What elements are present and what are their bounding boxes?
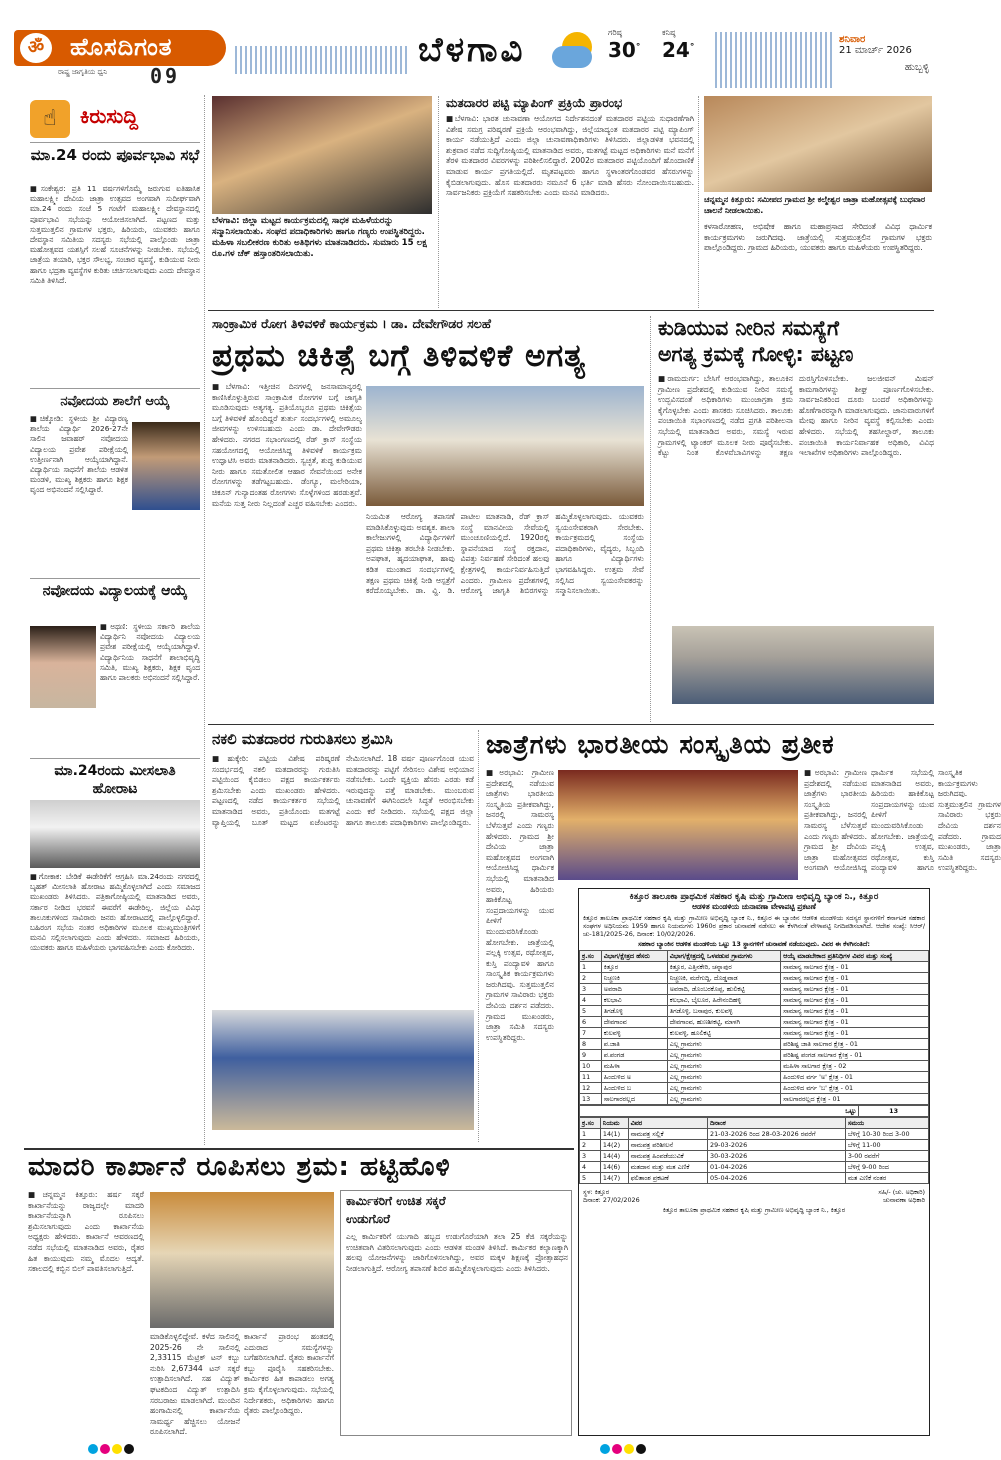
schedule-table-header-cell: ವಿವರ	[628, 1118, 707, 1129]
divider	[30, 758, 200, 759]
constituency-table	[579, 950, 929, 1105]
footer-organisation: ಕಿತ್ತೂರ ತಾಲೂಕಾ ಪ್ರಾಥಮಿಕ ಸಹಕಾರ ಕೃಷಿ ಮತ್ತು ಗ್ರಾಮೀಣ ಅಭಿವೃದ್ಧಿ ಬ್ಯಾಂಕ ನಿ., ಕಿತ್ತೂರ	[662, 1206, 846, 1214]
schedule-table-header-cell: ನಿಯಮ	[600, 1118, 628, 1129]
constituency-table-row	[580, 1028, 929, 1039]
temple-caption: ಚನ್ನಮ್ಮನ ಕಿತ್ತೂರು: ಸಮೀಪದ ಗ್ರಾಮದ ಶ್ರೀ ಕಲ್ಮೇಶ್ವರ ಜಾತ್ರಾ ಮಹೋತ್ಸವಕ್ಕೆ ಬುಧವಾರ ಚಾಲನೆ ನೀಡಲಾಯಿತು.	[704, 195, 926, 215]
constituency-table-cell: ಎಲ್ಲ ಗ್ರಾಮಗಳು	[667, 1083, 780, 1094]
constituency-table-row	[580, 1006, 929, 1017]
workers-headline-line-2: ಉಡುಗೊರೆ	[346, 1212, 391, 1226]
schedule-table-cell: 14(2)	[600, 1140, 628, 1151]
constituency-table-cell: ಹಿಂದುಳಿದ ಬ	[601, 1083, 667, 1094]
constituency-table-cell: ನಿಚ್ಚಣಕಿ, ಮರೆಗುದ್ದಿ, ದೊಡ್ಡವಾಡ	[667, 973, 780, 984]
footer-place: ಸ್ಥಳ: ಕಿತ್ತೂರ	[583, 1188, 610, 1196]
fake-voters-headline: ನಕಲಿ ಮತದಾರರ ಗುರುತಿಸಲು ಶ್ರಮಿಸಿ	[212, 730, 393, 748]
constituency-table-cell: ಸಾಮಾನ್ಯ ಸಾಲಗಾರ ಕ್ಷೇತ್ರ - 01	[781, 973, 929, 984]
constituency-table-row	[580, 962, 929, 973]
divider	[30, 388, 200, 389]
temple-text: ಕಳಸಾರೋಹಣ, ಅಭಿಷೇಕ ಹಾಗೂ ಮಹಾಪ್ರಸಾದ ಸೇರಿದಂತೆ ವಿವಿಧ ಧಾರ್ಮಿಕ ಕಾರ್ಯಕ್ರಮಗಳು ಜರುಗಿದವು. ಜಾತ್ರೆಯಲ್ಲಿ ಸುತ್ತಮುತ್ತಲಿನ ಗ್ರಾಮಗಳ ಭಕ್ತರು ಪಾಲ್ಗೊಂಡಿದ್ದರು. ಗ್ರಾಮದ ಹಿರಿಯರು, ಯುವಕರು ಹಾಗೂ ಮಹಿಳೆಯರು ಉಪಸ್ಥಿತರಿದ್ದರು.	[704, 222, 932, 253]
health-kicker: ಸಾಂಕ್ರಾಮಿಕ ರೋಗ ತಿಳಿವಳಿಕೆ ಕಾರ್ಯಕ್ರಮ । ಡಾ. ದೇವೇಗೌಡರ ಸಲಹೆ	[212, 316, 492, 331]
student-photo	[30, 626, 96, 708]
constituency-table-cell: ಎಲ್ಲ ಗ್ರಾಮಗಳು	[667, 1039, 780, 1050]
schedule-table-cell: 2	[580, 1140, 601, 1151]
registration-mark-cyan	[600, 1444, 610, 1454]
brief-3-headline: ನವೋದಯ ವಿದ್ಯಾಲಯಕ್ಕೆ ಆಯ್ಕೆ	[42, 583, 188, 599]
schedule-table-cell: ಬೆಳಿಗ್ಗೆ 10-30 ರಿಂದ 3-00	[845, 1129, 928, 1140]
schedule-table-cell: ಬೆಳಿಗ್ಗೆ 9-00 ರಿಂದ	[845, 1162, 928, 1173]
constituency-table-cell: ಕುಲವಳ್ಳಿ	[601, 1028, 667, 1039]
constituency-table-cell: ಹಿಂದುಳಿದ ವರ್ಗ 'ಅ' ಕ್ಷೇತ್ರ - 01	[781, 1072, 929, 1083]
schedule-table-cell: 3-00 ರವರೆಗೆ	[845, 1151, 928, 1162]
divider	[208, 724, 934, 725]
schedule-table-cell: ಮತದಾನ ಮತ್ತು ಮತ ಎಣಿಕೆ	[628, 1162, 707, 1173]
constituency-table-cell: ಪರಿಶಿಷ್ಟ ಜಾತಿ ಸಾಲಗಾರ ಕ್ಷೇತ್ರ - 01	[781, 1039, 929, 1050]
max-temp-label: ಗರಿಷ್ಠ	[608, 28, 622, 37]
constituency-table-cell: ಸಾಮಾನ್ಯ ಸಾಲಗಾರ ಕ್ಷೇತ್ರ - 01	[781, 1006, 929, 1017]
notice-intro: ಕಿತ್ತೂರ ತಾಲೂಕಾ ಪ್ರಾಥಮಿಕ ಸಹಕಾರ ಕೃಷಿ ಮತ್ತು ಗ್ರಾಮೀಣ ಅಭಿವೃದ್ಧಿ ಬ್ಯಾಂಕ ನಿ., ಕಿತ್ತೂರ ಈ ಬ್ಯಾಂಕಿನ ಆಡಳಿತ ಮಂಡಳಿಯ ಸದಸ್ಯರ ಸ್ಥಾನಗಳಿಗೆ ಕರ್ನಾಟಕ ಸಹಕಾರ ಸಂಘಗಳ ಅಧಿನಿಯಮ 1959 ಹಾಗೂ ನಿಯಮಗಳು 1960ರ ಪ್ರಕಾರ ಚುನಾವಣೆ ನಡೆಸಲು ಈ ಕೆಳಗಿನಂತೆ ವೇಳಾಪಟ್ಟಿ ನಿಗದಿಪಡಿಸಲಾಗಿದೆ. ಆದೇಶ ಸಂಖ್ಯೆ: ಸಿಆರ್/ಚು-181/2025-26, ದಿನಾಂಕ: 10/02/2026.	[583, 914, 925, 938]
column-rule	[478, 730, 479, 1142]
schedule-table-cell: 4	[580, 1162, 601, 1173]
constituency-table-header-cell: ಆಯ್ಕೆ ಮಾಡಬೇಕಾದ ಪ್ರತಿನಿಧಿಗಳ ವಿವರ ಮತ್ತು ಸಂಖ್ಯೆ	[781, 951, 929, 962]
constituency-table-cell: ಎಲ್ಲ ಗ್ರಾಮಗಳು	[667, 1061, 780, 1072]
masthead	[0, 0, 945, 92]
party-meeting-photo	[212, 1010, 474, 1130]
factory-text-a: ■ಚನ್ನಮ್ಮನ ಕಿತ್ತೂರು: ಹರ್ಷ ಸಕ್ಕರೆ ಕಾರ್ಖಾನೆಯನ್ನು ರಾಜ್ಯದಲ್ಲೇ ಮಾದರಿ ಕಾರ್ಖಾನೆಯನ್ನಾಗಿ ರೂಪಿಸಲು ಶ್ರಮಿಸಲಾಗುವುದು ಎಂದು ಕಾರ್ಖಾನೆಯ ಅಧ್ಯಕ್ಷರು ಹೇಳಿದರು. ಕಾರ್ಖಾನೆ ಆವರಣದಲ್ಲಿ ನಡೆದ ಸಭೆಯಲ್ಲಿ ಮಾತನಾಡಿದ ಅವರು, ರೈತರ ಹಿತ ಕಾಯುವುದು ನಮ್ಮ ಮೊದಲ ಆದ್ಯತೆ. ಸಕಾಲದಲ್ಲಿ ಕಬ್ಬಿನ ಬಿಲ್ ಪಾವತಿಸಲಾಗುತ್ತಿದೆ.	[28, 1190, 144, 1274]
constituency-table-cell: 4	[580, 995, 602, 1006]
constituency-table-head	[580, 951, 929, 962]
constituency-table-cell: 12	[580, 1083, 602, 1094]
column-rule	[204, 95, 205, 1145]
constituency-table-cell: 3	[580, 984, 602, 995]
constituency-table-row	[580, 1072, 929, 1083]
schedule-table-row	[580, 1129, 929, 1140]
constituency-table-cell: ಹಿಂದುಳಿದ ವರ್ಗ 'ಬ' ಕ್ಷೇತ್ರ - 01	[781, 1083, 929, 1094]
constituency-table-header-cell: ವಿಭಾಗ/ಕ್ಷೇತ್ರದಲ್ಲಿ ಒಳಪಡುವ ಗ್ರಾಮಗಳು	[667, 951, 780, 962]
degree-symbol: °	[635, 42, 641, 53]
temple-photo	[704, 96, 932, 192]
constituency-table-cell: ಕಿತ್ತೂರ, ಎತ್ತಿನಕೇರಿ, ಚನ್ನಾಪುರ	[667, 962, 780, 973]
constituency-table-row	[580, 1083, 929, 1094]
divider	[30, 578, 200, 579]
brief-3-text: ■ಅಥಣಿ: ಸ್ಥಳೀಯ ಸರ್ಕಾರಿ ಶಾಲೆಯ ವಿದ್ಯಾರ್ಥಿನಿ ನವೋದಯ ವಿದ್ಯಾಲಯ ಪ್ರವೇಶ ಪರೀಕ್ಷೆಯಲ್ಲಿ ಆಯ್ಕೆಯಾಗಿದ್ದಾಳೆ. ವಿದ್ಯಾರ್ಥಿನಿಯ ಸಾಧನೆಗೆ ಶಾಲಾಭಿವೃದ್ಧಿ ಸಮಿತಿ, ಮುಖ್ಯ ಶಿಕ್ಷಕರು, ಶಿಕ್ಷಕ ವೃಂದ ಹಾಗೂ ಪಾಲಕರು ಅಭಿನಂದನೆ ಸಲ್ಲಿಸಿದ್ದಾರೆ.	[100, 622, 200, 683]
registration-mark-cyan	[88, 1444, 98, 1454]
divider	[24, 1148, 574, 1150]
water-meeting-photo	[672, 626, 934, 704]
constituency-table-cell: ಪ.ಪಂಗಡ	[601, 1050, 667, 1061]
constituency-table-cell: ಎಲ್ಲ ಗ್ರಾಮಗಳು	[667, 1094, 780, 1105]
schedule-table-cell: 14(1)	[600, 1129, 628, 1140]
notice-footer	[579, 1184, 929, 1204]
min-temp-value: 24	[662, 38, 690, 62]
total-value: 13	[859, 1106, 929, 1117]
voter-mapping-text: ■ಬೆಳಗಾವಿ: ಭಾರತ ಚುನಾವಣಾ ಆಯೋಗದ ನಿರ್ದೇಶನದಂತೆ ಮತದಾರರ ಪಟ್ಟಿಯ ಸುಧಾರಣೆಗಾಗಿ ವಿಶೇಷ ಸಮಗ್ರ ಪರಿಷ್ಕರಣೆ ಪ್ರಕ್ರಿಯೆ ಆರಂಭವಾಗಿದ್ದು, ಜಿಲ್ಲೆಯಾದ್ಯಂತ ಮತದಾರರ ಪಟ್ಟಿ ಮ್ಯಾಪಿಂಗ್ ಕಾರ್ಯ ನಡೆಯುತ್ತಿದೆ ಎಂದು ಜಿಲ್ಲಾ ಚುನಾವಣಾಧಿಕಾರಿಗಳು ತಿಳಿಸಿದರು. ಜಿಲ್ಲಾಡಳಿತ ಭವನದಲ್ಲಿ ಶುಕ್ರವಾರ ನಡೆದ ಸುದ್ದಿಗೋಷ್ಠಿಯಲ್ಲಿ ಮಾತನಾಡಿದ ಅವರು, ಮತಗಟ್ಟೆ ಮಟ್ಟದ ಅಧಿಕಾರಿಗಳು ಮನೆ ಮನೆಗೆ ತೆರಳಿ ಮತದಾರರ ವಿವರಗಳನ್ನು ಪರಿಶೀಲಿಸಲಿದ್ದಾರೆ. 2002ರ ಮತದಾರರ ಪಟ್ಟಿಯೊಂದಿಗೆ ಹೊಂದಾಣಿಕೆ ಮಾಡುವ ಕಾರ್ಯ ಪ್ರಗತಿಯಲ್ಲಿದೆ. ಮೃತಪಟ್ಟವರು ಹಾಗೂ ಸ್ಥಳಾಂತರಗೊಂಡವರ ಹೆಸರುಗಳನ್ನು ಕೈಬಿಡಲಾಗುವುದು. ಹೊಸ ಮತದಾರರು ನಮೂನೆ 6 ಭರ್ತಿ ಮಾಡಿ ಹೆಸರು ನೋಂದಾಯಿಸಬಹುದು. ಸಾರ್ವಜನಿಕರು ಪ್ರಕ್ರಿಯೆಗೆ ಸಹಕರಿಸಬೇಕು ಎಂದು ಮನವಿ ಮಾಡಿದರು.	[446, 114, 694, 198]
schedule-table-cell: 14(7)	[600, 1173, 628, 1184]
constituency-table-cell: ಸಾಮಾನ್ಯ ಸಾಲಗಾರ ಕ್ಷೇತ್ರ - 01	[781, 962, 929, 973]
schedule-table-header-cell: ಕ್ರ.ಸಂ	[580, 1118, 601, 1129]
fake-voters-text: ■ಹುಕ್ಕೇರಿ: ಪಟ್ಟಿಯ ವಿಶೇಷ ಪರಿಷ್ಕರಣೆ ಸಂದರ್ಭದಲ್ಲಿ ನಕಲಿ ಮತದಾರರನ್ನು ಗುರುತಿಸಿ ಪಟ್ಟಿಯಿಂದ ಕೈಬಿಡಲು ಪಕ್ಷದ ಕಾರ್ಯಕರ್ತರು ಶ್ರಮಿಸಬೇಕು ಎಂದು ಮುಖಂಡರು ಹೇಳಿದರು. ಪಟ್ಟಣದಲ್ಲಿ ನಡೆದ ಕಾರ್ಯಕರ್ತರ ಸಭೆಯಲ್ಲಿ ಮಾತನಾಡಿದ ಅವರು, ಪ್ರತಿಯೊಂದು ಮತಗಟ್ಟೆ ವ್ಯಾಪ್ತಿಯಲ್ಲಿ ಬೂತ್ ಮಟ್ಟದ ಏಜೆಂಟರನ್ನು ನೇಮಿಸಲಾಗಿದೆ. 18 ವರ್ಷ ಪೂರ್ಣಗೊಂಡ ಯುವ ಮತದಾರರನ್ನು ಪಟ್ಟಿಗೆ ಸೇರಿಸಲು ವಿಶೇಷ ಅಭಿಯಾನ ನಡೆಸಬೇಕು. ಒಂದೇ ವ್ಯಕ್ತಿಯ ಹೆಸರು ಎರಡು ಕಡೆ ಇರುವುದನ್ನು ಪತ್ತೆ ಮಾಡಬೇಕು. ಮುಂಬರುವ ಚುನಾವಣೆಗೆ ಈಗಿನಿಂದಲೇ ಸಿದ್ಧತೆ ಆರಂಭಿಸಬೇಕು ಎಂದು ಕರೆ ನೀಡಿದರು. ಸಭೆಯಲ್ಲಿ ಪಕ್ಷದ ಜಿಲ್ಲಾ ಹಾಗೂ ತಾಲೂಕು ಪದಾಧಿಕಾರಿಗಳು ಪಾಲ್ಗೊಂಡಿದ್ದರು.	[212, 754, 474, 827]
notice-subtitle: ಆಡಳಿತ ಮಂಡಳಿಯ ಚುನಾವಣಾ ವೇಳಾಪಟ್ಟಿ ಪ್ರಕಟಣೆ	[692, 902, 816, 911]
schedule-table-cell: 1	[580, 1129, 601, 1140]
min-temp-block	[662, 28, 694, 62]
felicitation-photo	[212, 96, 432, 214]
constituency-table-cell: ಕುಲವಳ್ಳಿ, ಹೂಲಿಕಟ್ಟಿ	[667, 1028, 780, 1039]
divider	[30, 142, 200, 143]
schedule-table-cell: 3	[580, 1151, 601, 1162]
constituency-table-cell: 8	[580, 1039, 602, 1050]
schedule-table-cell: 21-03-2026 ರಿಂದ 28-03-2026 ರವರೆಗೆ	[708, 1129, 846, 1140]
constituency-table-cell: ಸಾಮಾನ್ಯ ಸಾಲಗಾರ ಕ್ಷೇತ್ರ - 01	[781, 984, 929, 995]
constituency-table-cell: ಅವರಾದಿ	[601, 984, 667, 995]
registration-mark-black	[636, 1444, 646, 1454]
constituency-table-cell: ದೇವಗಾಂವ, ಹುಣಶೀಕಟ್ಟಿ, ಮಾಳಗಿ	[667, 1017, 780, 1028]
cloud-icon	[552, 46, 592, 68]
schedule-table-cell: ಫಲಿತಾಂಶ ಪ್ರಕಟಣೆ	[628, 1173, 707, 1184]
constituency-table-row	[580, 973, 929, 984]
constituency-table-cell: ಕಲಭಾವಿ	[601, 995, 667, 1006]
workers-text: ಎಲ್ಲ ಕಾರ್ಮಿಕರಿಗೆ ಯುಗಾದಿ ಹಬ್ಬದ ಉಡುಗೊರೆಯಾಗಿ ತಲಾ 25 ಕೆಜಿ ಸಕ್ಕರೆಯನ್ನು ಉಚಿತವಾಗಿ ವಿತರಿಸಲಾಗುವುದು ಎಂದು ಆಡಳಿತ ಮಂಡಳಿ ತಿಳಿಸಿದೆ. ಕಾರ್ಮಿಕರ ಕಲ್ಯಾಣಕ್ಕಾಗಿ ಹಲವು ಯೋಜನೆಗಳನ್ನು ಜಾರಿಗೊಳಿಸಲಾಗಿದ್ದು, ಅವರ ಮಕ್ಕಳ ಶಿಕ್ಷಣಕ್ಕೆ ಪ್ರೋತ್ಸಾಹಧನ ನೀಡಲಾಗುತ್ತಿದೆ. ಆರೋಗ್ಯ ತಪಾಸಣೆ ಶಿಬಿರ ಹಮ್ಮಿಕೊಳ್ಳಲಾಗುವುದು ಎಂದು ತಿಳಿಸಿದರು.	[346, 1232, 568, 1273]
max-temp-block	[608, 28, 640, 62]
constituency-table-row	[580, 1017, 929, 1028]
masthead-stripes-right	[712, 32, 832, 88]
health-text-a: ■ಬೆಳಗಾವಿ: ಇತ್ತೀಚಿನ ದಿನಗಳಲ್ಲಿ ಜನಸಾಮಾನ್ಯರಲ್ಲಿ ಕಾಣಿಸಿಕೊಳ್ಳುತ್ತಿರುವ ಸಾಂಕ್ರಾಮಿಕ ರೋಗಗಳ ಬಗ್ಗೆ ಜಾಗೃತಿ ಮೂಡಿಸುವುದು ಅತ್ಯಗತ್ಯ. ಪ್ರತಿಯೊಬ್ಬರೂ ಪ್ರಥಮ ಚಿಕಿತ್ಸೆಯ ಬಗ್ಗೆ ತಿಳಿವಳಿಕೆ ಹೊಂದಿದ್ದರೆ ತುರ್ತು ಸಂದರ್ಭಗಳಲ್ಲಿ ಅಮೂಲ್ಯ ಜೀವಗಳನ್ನು ಉಳಿಸಬಹುದು ಎಂದು ಡಾ. ದೇವೇಗೌಡರು ಹೇಳಿದರು. ನಗರದ ಸಭಾಂಗಣದಲ್ಲಿ ರೆಡ್ ಕ್ರಾಸ್ ಸಂಸ್ಥೆಯ ಸಹಯೋಗದಲ್ಲಿ ಆಯೋಜಿಸಿದ್ದ ತಿಳಿವಳಿಕೆ ಕಾರ್ಯಕ್ರಮ ಉದ್ಘಾಟಿಸಿ ಅವರು ಮಾತನಾಡಿದರು. ಸ್ವಚ್ಛತೆ, ಶುದ್ಧ ಕುಡಿಯುವ ನೀರು ಹಾಗೂ ಸಮತೋಲಿತ ಆಹಾರ ಸೇವನೆಯಿಂದ ಅನೇಕ ರೋಗಗಳನ್ನು ತಡೆಗಟ್ಟಬಹುದು. ಡೆಂಗ್ಯೂ, ಮಲೇರಿಯಾ, ಚಿಕೂನ್ ಗುನ್ಯಾದಂತಹ ರೋಗಗಳು ಸೊಳ್ಳೆಗಳಿಂದ ಹರಡುತ್ತವೆ. ಮನೆಯ ಸುತ್ತ ನೀರು ನಿಲ್ಲದಂತೆ ಎಚ್ಚರ ವಹಿಸಬೇಕು ಎಂದರು.	[212, 382, 362, 508]
constituency-table-header-cell: ಕ್ರ.ಸಂ	[580, 951, 602, 962]
constituency-table-cell: ಪರಿಶಿಷ್ಟ ಪಂಗಡ ಸಾಲಗಾರ ಕ್ಷೇತ್ರ - 01	[781, 1050, 929, 1061]
paper-tagline: ರಾಷ್ಟ್ರ ಜಾಗೃತಿಯ ಧ್ವನಿ	[58, 68, 108, 76]
meeting-photo	[30, 800, 200, 868]
bank-election-notice	[578, 888, 930, 1436]
schedule-table-cell: 5	[580, 1173, 601, 1184]
health-text-b: ನಿಯಮಿತ ಆರೋಗ್ಯ ತಪಾಸಣೆ ಮಾಡಿಸಿಕೊಳ್ಳುವುದು ಅವಶ್ಯಕ. ಶಾಲಾ ಕಾಲೇಜುಗಳಲ್ಲಿ ವಿದ್ಯಾರ್ಥಿಗಳಿಗೆ ಪ್ರಥಮ ಚಿಕಿತ್ಸಾ ತರಬೇತಿ ನೀಡಬೇಕು. ಅಪಘಾತ, ಹೃದಯಾಘಾತ, ಹಾವು ಕಡಿತ ಮುಂತಾದ ಸಂದರ್ಭಗಳಲ್ಲಿ ತಕ್ಷಣ ಪ್ರಥಮ ಚಿಕಿತ್ಸೆ ನೀಡಿ ಆಸ್ಪತ್ರೆಗೆ ಕರೆದೊಯ್ಯಬೇಕು. ಡಾ. ವ್ಹಿ. ಡಿ. ಪಾಟೀಲ ಮಾತನಾಡಿ, ರೆಡ್ ಕ್ರಾಸ್ ಸಂಸ್ಥೆ ಮಾನವೀಯ ಸೇವೆಯಲ್ಲಿ ಮುಂಚೂಣಿಯಲ್ಲಿದೆ. 1920ರಲ್ಲಿ ಸ್ಥಾಪನೆಯಾದ ಸಂಸ್ಥೆ ರಕ್ತದಾನ, ವಿಪತ್ತು ನಿರ್ವಹಣೆ ಸೇರಿದಂತೆ ಹಲವು ಕ್ಷೇತ್ರಗಳಲ್ಲಿ ಕಾರ್ಯನಿರ್ವಹಿಸುತ್ತಿದೆ ಎಂದರು. ಗ್ರಾಮೀಣ ಪ್ರದೇಶಗಳಲ್ಲಿ ಆರೋಗ್ಯ ಜಾಗೃತಿ ಶಿಬಿರಗಳನ್ನು ಹಮ್ಮಿಕೊಳ್ಳಲಾಗುವುದು. ಯುವಕರು ಸ್ವಯಂಸೇವಕರಾಗಿ ಸೇರಬೇಕು. ಕಾರ್ಯಕ್ರಮದಲ್ಲಿ ಸಂಸ್ಥೆಯ ಪದಾಧಿಕಾರಿಗಳು, ವೈದ್ಯರು, ಸಿಬ್ಬಂದಿ ಹಾಗೂ ವಿದ್ಯಾರ್ಥಿಗಳು ಭಾಗವಹಿಸಿದ್ದರು. ಉತ್ತಮ ಸೇವೆ ಸಲ್ಲಿಸಿದ ಸ್ವಯಂಸೇವಕರನ್ನು ಸನ್ಮಾನಿಸಲಾಯಿತು.	[366, 512, 644, 596]
registration-mark-magenta	[612, 1444, 622, 1454]
footer-officer: ಚುನಾವಣಾ ಅಧಿಕಾರಿ	[883, 1196, 925, 1204]
column-rule	[650, 316, 651, 722]
max-temp-value: 30	[608, 38, 636, 62]
footer-signature: ಸಹಿ/- (ಚು. ಅಧಿಕಾರಿ)	[878, 1188, 925, 1196]
masthead-stripes-left	[232, 46, 410, 74]
schedule-table-row	[580, 1173, 929, 1184]
constituency-table-cell: 5	[580, 1006, 602, 1017]
schedule-table-cell: 14(4)	[600, 1151, 628, 1162]
degree-symbol: °	[689, 42, 695, 53]
factory-meeting-photo	[150, 1192, 334, 1328]
brief-1-text: ■ಸಂಕೇಶ್ವರ: ಪ್ರತಿ 11 ವರ್ಷಗಳಿಗೊಮ್ಮೆ ಜರುಗುವ ಐತಿಹಾಸಿಕ ಮಹಾಲಕ್ಷ್ಮೀ ದೇವಿಯ ಜಾತ್ರಾ ಉತ್ಸವದ ಅಂಗವಾಗಿ ಸುದೀರ್ಘವಾಗಿ ಮಾ.24 ರಂದು ಸಂಜೆ 5 ಗಂಟೆಗೆ ಮಹಾಲಕ್ಷ್ಮೀ ದೇವಸ್ಥಾನದಲ್ಲಿ ಪೂರ್ವಭಾವಿ ಸಭೆಯನ್ನು ಆಯೋಜಿಸಲಾಗಿದೆ. ಪಟ್ಟಣದ ಮತ್ತು ಸುತ್ತಮುತ್ತಲಿನ ಗ್ರಾಮಗಳ ಭಕ್ತರು, ಹಿರಿಯರು, ಯುವಕರು ಹಾಗೂ ದೇವಸ್ಥಾನ ಸಮಿತಿಯ ಸದಸ್ಯರು ಸಭೆಯಲ್ಲಿ ಪಾಲ್ಗೊಂಡು ಜಾತ್ರಾ ಮಹೋತ್ಸವದ ಯಶಸ್ಸಿಗೆ ಸಲಹೆ ಸೂಚನೆಗಳನ್ನು ನೀಡಬೇಕು. ಸಭೆಯಲ್ಲಿ ಜಾತ್ರೆಯ ತಯಾರಿ, ಭಕ್ತರ ಸೌಲಭ್ಯ, ಸಂಚಾರ ವ್ಯವಸ್ಥೆ, ಕುಡಿಯುವ ನೀರು ಹಾಗೂ ಭದ್ರತಾ ವ್ಯವಸ್ಥೆಗಳ ಕುರಿತು ಚರ್ಚಿಸಲಾಗುವುದು ಎಂದು ದೇವಸ್ಥಾನ ಸಮಿತಿ ತಿಳಿಸಿದೆ.	[30, 184, 200, 285]
constituency-table-cell: ಕಿತ್ತೂರ	[601, 962, 667, 973]
constituency-table-row	[580, 995, 929, 1006]
water-text: ■ರಾಮದುರ್ಗ: ಬೇಸಿಗೆ ಆರಂಭವಾಗಿದ್ದು, ತಾಲೂಕಿನ ಗ್ರಾಮೀಣ ಪ್ರದೇಶದಲ್ಲಿ ಕುಡಿಯುವ ನೀರಿನ ಸಮಸ್ಯೆ ಉದ್ಭವಿಸದಂತೆ ಅಧಿಕಾರಿಗಳು ಮುಂಜಾಗ್ರತಾ ಕ್ರಮ ಕೈಗೊಳ್ಳಬೇಕು ಎಂದು ಶಾಸಕರು ಸೂಚಿಸಿದರು. ತಾಲೂಕು ಪಂಚಾಯಿತಿ ಸಭಾಂಗಣದಲ್ಲಿ ನಡೆದ ಪ್ರಗತಿ ಪರಿಶೀಲನಾ ಸಭೆಯಲ್ಲಿ ಮಾತನಾಡಿದ ಅವರು, ಸಮಸ್ಯೆ ಇರುವ ಗ್ರಾಮಗಳಲ್ಲಿ ಟ್ಯಾಂಕರ್ ಮೂಲಕ ನೀರು ಪೂರೈಸಬೇಕು. ಕೆಟ್ಟು ನಿಂತ ಕೊಳವೆಬಾವಿಗಳನ್ನು ತಕ್ಷಣ ದುರಸ್ತಿಗೊಳಿಸಬೇಕು. ಜಲಜೀವನ್ ಮಿಷನ್ ಕಾಮಗಾರಿಗಳನ್ನು ಶೀಘ್ರ ಪೂರ್ಣಗೊಳಿಸಬೇಕು. ಸಾರ್ವಜನಿಕರಿಂದ ದೂರು ಬಂದರೆ ಅಧಿಕಾರಿಗಳನ್ನು ಹೊಣೆಗಾರರನ್ನಾಗಿ ಮಾಡಲಾಗುವುದು. ಜಾನುವಾರುಗಳಿಗೆ ಮೇವು ಹಾಗೂ ನೀರಿನ ವ್ಯವಸ್ಥೆ ಕಲ್ಪಿಸಬೇಕು ಎಂದು ಹೇಳಿದರು. ಸಭೆಯಲ್ಲಿ ತಹಸೀಲ್ದಾರ್, ತಾಲೂಕು ಪಂಚಾಯಿತಿ ಕಾರ್ಯನಿರ್ವಾಹಕ ಅಧಿಕಾರಿ, ವಿವಿಧ ಇಲಾಖೆಗಳ ಅಧಿಕಾರಿಗಳು ಪಾಲ್ಗೊಂಡಿದ್ದರು.	[658, 374, 934, 458]
schedule-table-cell: ನಾಮಪತ್ರ ಸಲ್ಲಿಕೆ	[628, 1129, 707, 1140]
fair-text-right: ■ಅರಭಾವಿ: ಗ್ರಾಮೀಣ ಪ್ರದೇಶದಲ್ಲಿ ನಡೆಯುವ ಜಾತ್ರೆಗಳು ಭಾರತೀಯ ಸಂಸ್ಕೃತಿಯ ಪ್ರತೀಕವಾಗಿದ್ದು, ಜನರಲ್ಲಿ ಸಾಮರಸ್ಯ ಬೆಳೆಸುತ್ತವೆ ಎಂದು ಗಣ್ಯರು ಹೇಳಿದರು. ಗ್ರಾಮದ ಶ್ರೀ ದೇವಿಯ ಜಾತ್ರಾ ಮಹೋತ್ಸವದ ಅಂಗವಾಗಿ ಆಯೋಜಿಸಿದ್ದ ಧಾರ್ಮಿಕ ಸಭೆಯಲ್ಲಿ ಮಾತನಾಡಿದ ಅವರು, ಹಿರಿಯರು ಹಾಕಿಕೊಟ್ಟ ಸಂಪ್ರದಾಯಗಳನ್ನು ಯುವ ಪೀಳಿಗೆ ಮುಂದುವರಿಸಿಕೊಂಡು ಹೋಗಬೇಕು. ಜಾತ್ರೆಯಲ್ಲಿ ಪಲ್ಲಕ್ಕಿ ಉತ್ಸವ, ರಥೋತ್ಸವ, ಕುಸ್ತಿ ಪಂದ್ಯಾವಳಿ ಹಾಗೂ ಸಾಂಸ್ಕೃತಿಕ ಕಾರ್ಯಕ್ರಮಗಳು ಜರುಗಿದವು. ಸುತ್ತಮುತ್ತಲಿನ ಗ್ರಾಮಗಳ ಸಾವಿರಾರು ಭಕ್ತರು ದೇವಿಯ ದರ್ಶನ ಪಡೆದರು. ಗ್ರಾಮದ ಮುಖಂಡರು, ಜಾತ್ರಾ ಸಮಿತಿ ಸದಸ್ಯರು ಉಪಸ್ಥಿತರಿದ್ದರು.	[804, 768, 1001, 873]
brief-4-headline: ಮಾ.24ರಂದು ಮೀಸಲಾತಿ ಹೋರಾಟ	[54, 763, 176, 797]
constituency-table-cell: ಪ.ಜಾತಿ	[601, 1039, 667, 1050]
hand-pointing-icon: ☝	[30, 100, 70, 138]
constituency-table-row	[580, 1050, 929, 1061]
registration-mark-yellow	[112, 1444, 122, 1454]
constituency-table-cell: ಅವರಾದಿ, ಡೊಂಬರಕೊಪ್ಪ, ಹುಲಿಕಟ್ಟಿ	[667, 984, 780, 995]
constituency-table-cell: ಸಾಮಾನ್ಯ ಸಾಲಗಾರ ಕ್ಷೇತ್ರ - 01	[781, 1017, 929, 1028]
schedule-table-cell: 01-04-2026	[708, 1162, 846, 1173]
schedule-table-row	[580, 1140, 929, 1151]
constituency-table-cell: 9	[580, 1050, 602, 1061]
city-title: ಬೆಳಗಾವಿ	[418, 30, 526, 70]
constituency-table-cell: 11	[580, 1072, 602, 1083]
constituency-table-cell: ತಿಗಡೊಳ್ಳಿ	[601, 1006, 667, 1017]
brief-4-text: ■ಗೋಕಾಕ: ಬೇಡಿಕೆ ಈಡೇರಿಕೆಗೆ ಆಗ್ರಹಿಸಿ ಮಾ.24ರಂದು ನಗರದಲ್ಲಿ ಬೃಹತ್ ಮೀಸಲಾತಿ ಹೋರಾಟ ಹಮ್ಮಿಕೊಳ್ಳಲಾಗಿದೆ ಎಂದು ಸಮಾಜದ ಮುಖಂಡರು ತಿಳಿಸಿದರು. ಪತ್ರಿಕಾಗೋಷ್ಠಿಯಲ್ಲಿ ಮಾತನಾಡಿದ ಅವರು, ಸರ್ಕಾರ ನೀಡಿದ ಭರವಸೆ ಈವರೆಗೆ ಈಡೇರಿಲ್ಲ. ಜಿಲ್ಲೆಯ ವಿವಿಧ ತಾಲೂಕುಗಳಿಂದ ಸಾವಿರಾರು ಜನರು ಹೋರಾಟದಲ್ಲಿ ಪಾಲ್ಗೊಳ್ಳಲಿದ್ದಾರೆ. ಬಹಿರಂಗ ಸಭೆಯ ನಂತರ ಅಧಿಕಾರಿಗಳ ಮೂಲಕ ಮುಖ್ಯಮಂತ್ರಿಗಳಿಗೆ ಮನವಿ ಸಲ್ಲಿಸಲಾಗುವುದು ಎಂದು ಹೇಳಿದರು. ಸಮಾಜದ ಹಿರಿಯರು, ಯುವಕರು ಹಾಗೂ ಮಹಿಳೆಯರು ಭಾಗವಹಿಸಬೇಕು ಎಂದು ಕೋರಿದರು.	[30, 872, 200, 953]
schedule-table-cell: 05-04-2026	[708, 1173, 846, 1184]
brief-1-headline: ಮಾ.24 ರಂದು ಪೂರ್ವಭಾವಿ ಸಭೆ	[30, 146, 200, 164]
constituency-table-cell: 2	[580, 973, 602, 984]
schedule-table-cell: ನಾಮಪತ್ರ ಪರಿಶೀಲನೆ	[628, 1140, 707, 1151]
constituency-table-row	[580, 1039, 929, 1050]
student-photo	[132, 422, 200, 510]
constituency-table-row	[580, 984, 929, 995]
constituency-table-cell: ಹಿಂದುಳಿದ ಅ	[601, 1072, 667, 1083]
date-box	[835, 32, 933, 75]
voter-mapping-headline: ಮತದಾರರ ಪಟ್ಟಿ ಮ್ಯಾಪಿಂಗ್ ಪ್ರಕ್ರಿಯೆ ಪ್ರಾರಂಭ	[446, 96, 623, 110]
constituency-table-cell: ದೇವಗಾಂವ	[601, 1017, 667, 1028]
brief-2-headline: ನವೋದಯ ಶಾಲೆಗೆ ಆಯ್ಕೆ	[60, 394, 170, 409]
constituency-table-row	[580, 1061, 929, 1072]
constituency-table-cell: ನಿಚ್ಚಣಕಿ	[601, 973, 667, 984]
constituency-table-cell: ಸಾಲಗಾರರಲ್ಲದ ಕ್ಷೇತ್ರ - 01	[781, 1094, 929, 1105]
constituency-table-cell: 10	[580, 1061, 602, 1072]
edition-name: ಹುಬ್ಬಳ್ಳಿ	[904, 62, 929, 73]
schedule-table-cell: 14(6)	[600, 1162, 628, 1173]
fair-headline: ಜಾತ್ರೆಗಳು ಭಾರತೀಯ ಸಂಸ್ಕೃತಿಯ ಪ್ರತೀಕ	[486, 730, 835, 760]
factory-text-b: ಮಾಡಿಕೊಳ್ಳಲಿದ್ದೇವೆ. ಕಳೆದ ಸಾಲಿನಲ್ಲಿ 2025-26 ನೇ ಸಾಲಿನಲ್ಲಿ 2,33115 ಮೆಟ್ರಿಕ್ ಟನ್ ಕಬ್ಬು ನುರಿಸಿ 2,67344 ಟನ್ ಸಕ್ಕರೆ ಉತ್ಪಾದಿಸಲಾಗಿದೆ. ಸಹ ವಿದ್ಯುತ್ ಘಟಕದಿಂದ ವಿದ್ಯುತ್ ಉತ್ಪಾದಿಸಿ ಸರಬರಾಜು ಮಾಡಲಾಗಿದೆ. ಮುಂದಿನ ಹಂಗಾಮಿನಲ್ಲಿ ಕಾರ್ಖಾನೆಯ ಸಾಮರ್ಥ್ಯ ಹೆಚ್ಚಿಸಲು ಯೋಜನೆ ರೂಪಿಸಲಾಗಿದೆ.	[150, 1332, 240, 1437]
schedule-table-row	[580, 1162, 929, 1173]
total-row	[579, 1105, 929, 1117]
constituency-table-header-cell: ವಿಭಾಗ/ಕ್ಷೇತ್ರದ ಹೆಸರು	[601, 951, 667, 962]
constituency-table-cell: ಮಹಿಳಾ	[601, 1061, 667, 1072]
constituency-table-cell: ಎಲ್ಲ ಗ್ರಾಮಗಳು	[667, 1050, 780, 1061]
water-headline-line-2: ಅಗತ್ಯ ಕ್ರಮಕ್ಕೆ ಗೋಳ್ಳಿ: ಪಟ್ಟಣ	[658, 342, 854, 366]
constituency-table-row	[580, 1094, 929, 1105]
weekday: ಶನಿವಾರ	[839, 34, 866, 45]
constituency-table-cell: ತಿಗಡೊಳ್ಳಿ, ಬಸಾಪುರ, ಕುಲವಳ್ಳಿ	[667, 1006, 780, 1017]
issue-date: 21 ಮಾರ್ಚ್ 2026	[839, 45, 912, 56]
registration-mark-yellow	[624, 1444, 634, 1454]
constituency-table-cell: ಸಾಮಾನ್ಯ ಸಾಲಗಾರ ಕ್ಷೇತ್ರ - 01	[781, 1028, 929, 1039]
health-event-photo	[366, 386, 644, 506]
divider	[208, 310, 934, 311]
constituency-table-cell: 13	[580, 1094, 602, 1105]
constituency-table-cell: ಎಲ್ಲ ಗ್ರಾಮಗಳು	[667, 1072, 780, 1083]
registration-mark-magenta	[100, 1444, 110, 1454]
factory-text-c: ಕಾರ್ಖಾನೆ ಪ್ರಾರಂಭ ಹಂತದಲ್ಲಿ ಎದುರಾದ ಸಮಸ್ಯೆಗಳನ್ನು ಬಗೆಹರಿಸಲಾಗಿದೆ. ರೈತರು ಕಾರ್ಖಾನೆಗೆ ಕಬ್ಬು ಪೂರೈಸಿ ಸಹಕರಿಸಬೇಕು. ಕಾರ್ಮಿಕರ ಹಿತ ಕಾಪಾಡಲು ಅಗತ್ಯ ಕ್ರಮ ಕೈಗೊಳ್ಳಲಾಗುವುದು. ಸಭೆಯಲ್ಲಿ ನಿರ್ದೇಶಕರು, ಅಧಿಕಾರಿಗಳು ಹಾಗೂ ರೈತರು ಪಾಲ್ಗೊಂಡಿದ್ದರು.	[244, 1332, 334, 1416]
constituency-table-cell: ಮಹಿಳಾ ಸಾಲಗಾರ ಕ್ಷೇತ್ರ - 02	[781, 1061, 929, 1072]
paper-name: ಹೊಸದಿಗಂತ	[70, 33, 173, 61]
page-number: 09	[150, 64, 181, 88]
constituency-table-cell: 7	[580, 1028, 602, 1039]
schedule-table-cell: ಬೆಳಿಗ್ಗೆ 11-00	[845, 1140, 928, 1151]
column-rule	[438, 96, 439, 308]
schedule-table-cell: ನಾಮಪತ್ರ ಹಿಂಪಡೆಯುವಿಕೆ	[628, 1151, 707, 1162]
total-label: ಒಟ್ಟು	[580, 1106, 859, 1117]
schedule-table-cell: ಮತ ಎಣಿಕೆ ನಂತರ	[845, 1173, 928, 1184]
kirusuddi-title: ಕಿರುಸುದ್ದಿ	[80, 104, 139, 128]
notice-note: ಸಹಕಾರ ಬ್ಯಾಂಕಿನ ಆಡಳಿತ ಮಂಡಳಿಯ ಒಟ್ಟು 13 ಸ್ಥಾನಗಳಿಗೆ ಚುನಾವಣೆ ನಡೆಯುವುದು. ವಿವರ ಈ ಕೆಳಗಿನಂತಿದೆ:	[638, 940, 870, 948]
min-temp-label: ಕನಿಷ್ಠ	[662, 28, 676, 37]
schedule-table-cell: 30-03-2026	[708, 1151, 846, 1162]
schedule-table-header-cell: ಸಮಯ	[845, 1118, 928, 1129]
constituency-table-cell: ಕಲಭಾವಿ, ಬೈಲೂರ, ಹಿರೇನಂದಿಹಳ್ಳಿ	[667, 995, 780, 1006]
registration-mark-black	[124, 1444, 134, 1454]
felicitation-caption: ಬೆಳಗಾವಿ: ಜಿಲ್ಲಾ ಮಟ್ಟದ ಕಾರ್ಯಕ್ರಮದಲ್ಲಿ ಸಾಧಕ ಮಹಿಳೆಯರನ್ನು ಸನ್ಮಾನಿಸಲಾಯಿತು. ಸಂಘದ ಪದಾಧಿಕಾರಿಗಳು ಹಾಗೂ ಗಣ್ಯರು ಉಪಸ್ಥಿತರಿದ್ದರು. ಮಹಿಳಾ ಸಬಲೀಕರಣ ಕುರಿತು ಅತಿಥಿಗಳು ಮಾತನಾಡಿದರು. ಸುಮಾರು 15 ಲಕ್ಷ ರೂ.ಗಳ ಚೆಕ್ ಹಸ್ತಾಂತರಿಸಲಾಯಿತು.	[212, 216, 427, 259]
constituency-table-cell: 1	[580, 962, 602, 973]
schedule-table-row	[580, 1151, 929, 1162]
schedule-table	[579, 1117, 929, 1184]
schedule-table-header-cell: ದಿನಾಂಕ	[708, 1118, 846, 1129]
constituency-table-cell: ಸಾಮಾನ್ಯ ಸಾಲಗಾರ ಕ್ಷೇತ್ರ - 01	[781, 995, 929, 1006]
notice-title: ಕಿತ್ತೂರ ತಾಲೂಕಾ ಪ್ರಾಥಮಿಕ ಸಹಕಾರ ಕೃಷಿ ಮತ್ತು ಗ್ರಾಮೀಣ ಅಭಿವೃದ್ಧಿ ಬ್ಯಾಂಕ ನಿ., ಕಿತ್ತೂರ	[629, 892, 879, 902]
constituency-table-cell: 6	[580, 1017, 602, 1028]
brief-2-text: ■ಚಿಕ್ಕೋಡಿ: ಸ್ಥಳೀಯ ಶ್ರೀ ವಿದ್ಯಾರಣ್ಯ ಶಾಲೆಯ ವಿದ್ಯಾರ್ಥಿ 2026-27ನೇ ಸಾಲಿನ ಜವಾಹರ್ ನವೋದಯ ವಿದ್ಯಾಲಯ ಪ್ರವೇಶ ಪರೀಕ್ಷೆಯಲ್ಲಿ ಉತ್ತೀರ್ಣನಾಗಿ ಆಯ್ಕೆಯಾಗಿದ್ದಾನೆ. ವಿದ್ಯಾರ್ಥಿಯ ಸಾಧನೆಗೆ ಶಾಲೆಯ ಆಡಳಿತ ಮಂಡಳಿ, ಮುಖ್ಯ ಶಿಕ್ಷಕರು ಹಾಗೂ ಶಿಕ್ಷಕ ವೃಂದ ಅಭಿನಂದನೆ ಸಲ್ಲಿಸಿದ್ದಾರೆ.	[30, 414, 128, 495]
workers-headline-line-1: ಕಾರ್ಮಿಕರಿಗೆ ಉಚಿತ ಸಕ್ಕರೆ	[346, 1194, 446, 1208]
schedule-table-cell: 29-03-2026	[708, 1140, 846, 1151]
column-rule	[698, 96, 699, 308]
constituency-table-cell: ಸಾಲಗಾರರಲ್ಲದ	[601, 1094, 667, 1105]
factory-headline: ಮಾದರಿ ಕಾರ್ಖಾನೆ ರೂಪಿಸಲು ಶ್ರಮ: ಹಟ್ಟಿಹೊಳಿ	[28, 1152, 451, 1182]
paper-emblem-icon: ॐ	[20, 33, 52, 63]
footer-date: ದಿನಾಂಕ: 27/02/2026	[583, 1196, 640, 1204]
schedule-table-head	[580, 1118, 929, 1129]
fair-photo	[558, 770, 798, 880]
fair-text-left: ■ಅರಭಾವಿ: ಗ್ರಾಮೀಣ ಪ್ರದೇಶದಲ್ಲಿ ನಡೆಯುವ ಜಾತ್ರೆಗಳು ಭಾರತೀಯ ಸಂಸ್ಕೃತಿಯ ಪ್ರತೀಕವಾಗಿದ್ದು, ಜನರಲ್ಲಿ ಸಾಮರಸ್ಯ ಬೆಳೆಸುತ್ತವೆ ಎಂದು ಗಣ್ಯರು ಹೇಳಿದರು. ಗ್ರಾಮದ ಶ್ರೀ ದೇವಿಯ ಜಾತ್ರಾ ಮಹೋತ್ಸವದ ಅಂಗವಾಗಿ ಆಯೋಜಿಸಿದ್ದ ಧಾರ್ಮಿಕ ಸಭೆಯಲ್ಲಿ ಮಾತನಾಡಿದ ಅವರು, ಹಿರಿಯರು ಹಾಕಿಕೊಟ್ಟ ಸಂಪ್ರದಾಯಗಳನ್ನು ಯುವ ಪೀಳಿಗೆ ಮುಂದುವರಿಸಿಕೊಂಡು ಹೋಗಬೇಕು. ಜಾತ್ರೆಯಲ್ಲಿ ಪಲ್ಲಕ್ಕಿ ಉತ್ಸವ, ರಥೋತ್ಸವ, ಕುಸ್ತಿ ಪಂದ್ಯಾವಳಿ ಹಾಗೂ ಸಾಂಸ್ಕೃತಿಕ ಕಾರ್ಯಕ್ರಮಗಳು ಜರುಗಿದವು. ಸುತ್ತಮುತ್ತಲಿನ ಗ್ರಾಮಗಳ ಸಾವಿರಾರು ಭಕ್ತರು ದೇವಿಯ ದರ್ಶನ ಪಡೆದರು. ಗ್ರಾಮದ ಮುಖಂಡರು, ಜಾತ್ರಾ ಸಮಿತಿ ಸದಸ್ಯರು ಉಪಸ್ಥಿತರಿದ್ದರು.	[486, 768, 554, 1042]
health-headline: ಪ್ರಥಮ ಚಿಕಿತ್ಸೆ ಬಗ್ಗೆ ತಿಳಿವಳಿಕೆ ಅಗತ್ಯ	[212, 338, 586, 374]
water-headline-line-1: ಕುಡಿಯುವ ನೀರಿನ ಸಮಸ್ಯೆಗೆ	[658, 316, 839, 340]
